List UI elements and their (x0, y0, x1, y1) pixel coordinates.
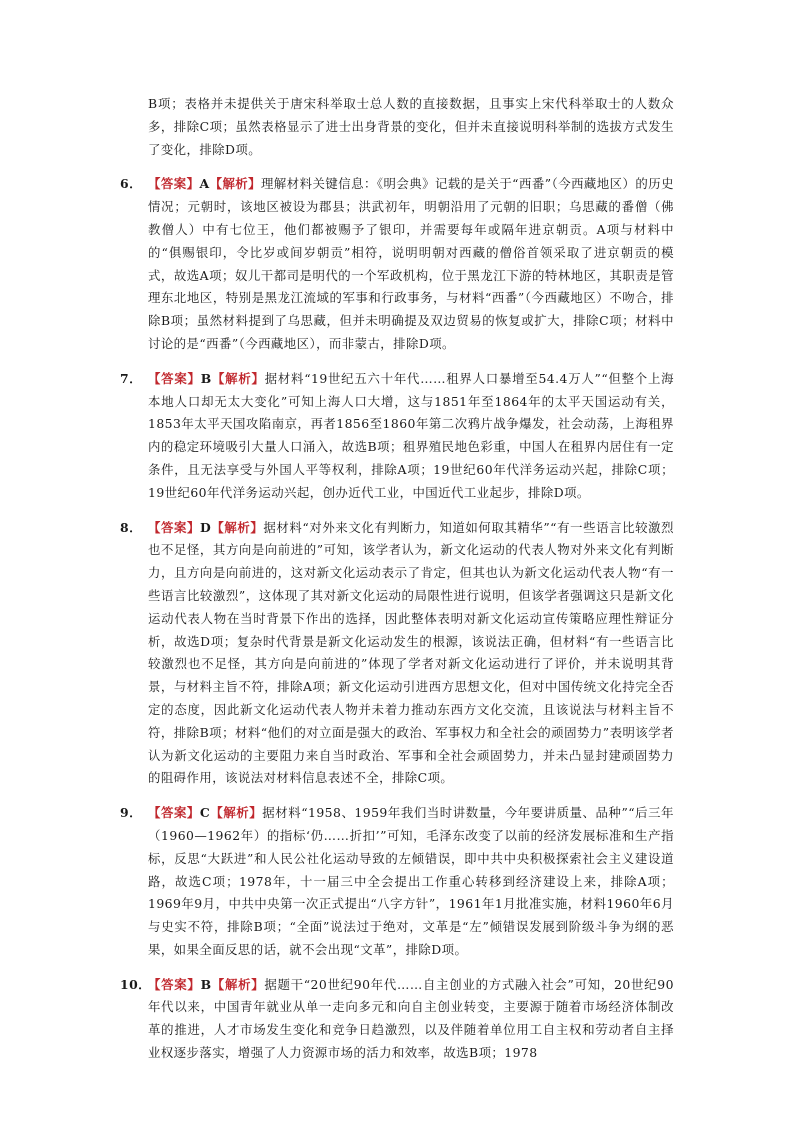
analysis-label: 【解析】 (211, 519, 264, 535)
question-10 (118, 974, 674, 1065)
answer-letter: C (199, 805, 211, 821)
analysis-text: 据材料“对外来文化有判断力，知道如何取其精华”“有一些语言比较激烈也不足怪，其方向是向前进的”可知，该学者认为，新文化运动的代表人物对外来文化有判断力，且方向是向前进的，这对新文化运动表示了肯定，但其也认为新文化运动代表人物“有一些语言比较激烈”，这体现了其对新文化运动的局限性进行说明，但该学者强调这只是新文化运动代表人物在当时背景下作出的选择，因此整体表明对新文化运动宣传策略应理性辩证分析，故选D项；复杂时代背景是新文化运动发生的根源，该说法正确，但材料“有一些语言比较激烈也不足怪，其方向是向前进的”体现了学者对新文化运动进行了评价，并未说明其背景，与材料主旨不符，排除A项；新文化运动引进西方思想文化，但对中国传统文化持完全否定的态度，因此新文化运动代表人物并未着力推动东西方文化交流，且该说法与材料主旨不符，排除B项；材料“他们的对立面是强大的政治、军事权力和全社会的顽固势力”表明该学者认为新文化运动的主要阻力来自当时政治、军事和全社会顽固势力，并未凸显封建顽固势力的阻碍作用，该说法对材料信息表述不全，排除C项。 (148, 519, 674, 786)
question-body (148, 802, 674, 962)
answer-label: 【答案】 (148, 176, 200, 192)
analysis-label: 【解析】 (211, 370, 265, 386)
question-9 (118, 802, 674, 962)
answer-label: 【答案】 (148, 976, 201, 992)
analysis-label: 【解析】 (211, 976, 265, 992)
question-8 (118, 517, 674, 791)
question-number: 9． (120, 805, 142, 821)
analysis-text: 据题干“20世纪90年代……自主创业的方式融入社会”可知，20世纪90年代以来，中国青年就业从单一走向多元和向自主创业转变，主要源于随着市场经济体制改革的推进，人才市场发生变化和竞争日趋激烈，以及伴随着单位用工自主权和劳动者自主择业权逐步落实，增强了人力资源市场的活力和效率，故选B项；1978 (148, 976, 674, 1061)
answer-label: 【答案】 (148, 519, 201, 535)
continuation-paragraph: B项；表格并未提供关于唐宋科举取士总人数的直接数据，且事实上宋代科举取士的人数众多，排除C项；虽然表格显示了进士出身背景的变化，但并未直接说明科举制的选拔方式发生了变化，排除D项。 (148, 96, 674, 157)
analysis-label: 【解析】 (210, 805, 263, 821)
question-body (148, 974, 674, 1065)
question-body (148, 368, 674, 505)
answer-letter: B (200, 976, 212, 992)
analysis-label: 【解析】 (209, 176, 262, 192)
question-number: 6． (120, 176, 142, 192)
question-7 (118, 368, 674, 505)
answer-label: 【答案】 (148, 805, 200, 821)
analysis-text: 据材料“1958、1959年我们当时讲数量，今年要讲质量、品种”“后三年（1960—1962年）的指标‘仍……折扣’”可知，毛泽东改变了以前的经济发展标准和生产指标，反思“大跃进”和人民公社化运动导致的左倾错误，即中共中央积极探索社会主义建设道路，故选C项；1978年，十一届三中全会提出工作重心转移到经济建设上来，排除A项；1969年9月，中共中央第一次正式提出“八字方针”，1961年1月批准实施，材料1960年6月与史实不符，排除B项；“全面”说法过于绝对，文革是“左”倾错误发展到阶级斗争为纲的恶果，如果全面反思的话，就不会出现“文革”，排除D项。 (148, 805, 674, 957)
analysis-text: 据材料“19世纪五六十年代……租界人口暴增至54.4万人”“但整个上海本地人口却无太大变化”可知上海人口大增，这与1851年至1864年的太平天国运动有关，1853年太平天国攻陷南京，再者1856至1860年第二次鸦片战争爆发，社会动荡，上海租界内的稳定环境吸引大量人口涌入，故选B项；租界殖民地色彩重，中国人在租界内居住有一定条件，且无法享受与外国人平等权利，排除A项；19世纪60年代洋务运动兴起，排除C项；19世纪60年代洋务运动兴起，创办近代工业，中国近代工业起步，排除D项。 (148, 370, 674, 500)
answer-letter: A (199, 176, 210, 192)
question-6 (118, 173, 674, 355)
question-body (148, 517, 674, 791)
question-number: 10． (120, 976, 151, 992)
answer-letter: D (200, 519, 212, 535)
analysis-text: 理解材料关键信息：《明会典》记载的是关于“西番”（今西藏地区）的历史情况；元朝时，该地区被设为郡县；洪武初年，明朝沿用了元朝的旧职；乌思藏的番僧（佛教僧人）中有七位王，他们都被赐予了银印，并需要每年或隔年进京朝贡。A项与材料中的“俱赐银印，令比岁或间岁朝贡”相符，说明明朝对西藏的僧俗首领采取了进京朝贡的模式，故选A项；奴儿干都司是明代的一个军政机构，位于黑龙江下游的特林地区，其职责是管理东北地区，特别是黑龙江流域的军事和行政事务，与材料“西番”（今西藏地区）不吻合，排除B项；虽然材料提到了乌思藏，但并未明确提及双边贸易的恢复或扩大，排除C项；材料中讨论的是“西番”（今西藏地区），而非蒙古，排除D项。 (148, 176, 674, 351)
answer-letter: B (200, 370, 212, 386)
question-number: 8． (120, 519, 142, 535)
question-number: 7． (120, 370, 142, 386)
question-body (148, 173, 674, 355)
answer-label: 【答案】 (148, 370, 201, 386)
